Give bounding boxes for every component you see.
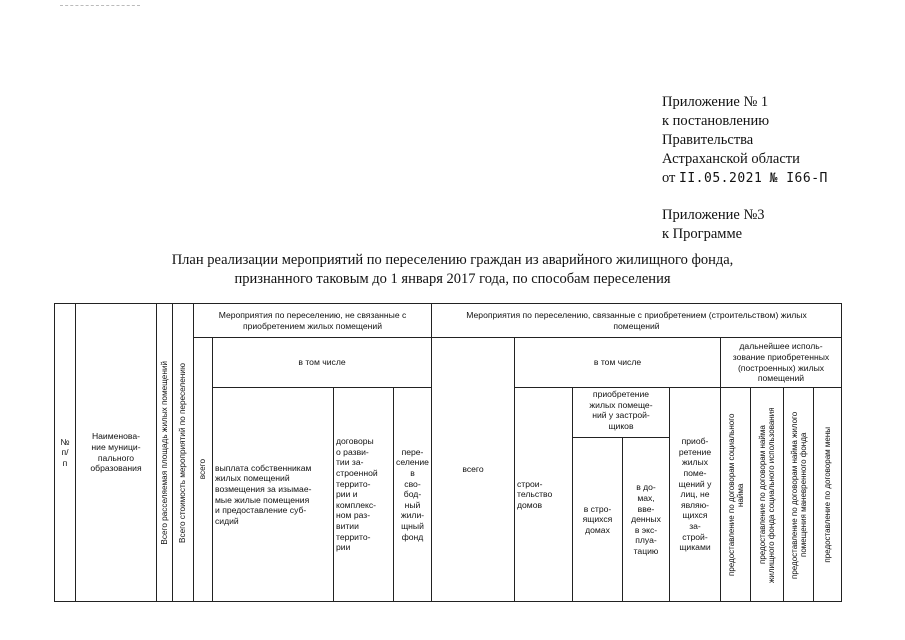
col-header-use-exchange [814, 388, 842, 602]
col-header-cost [173, 304, 194, 602]
col-header-under-construction: в стро- ящихся домах [573, 438, 623, 602]
col-header-from-non-developers: приоб- ретение жилых поме- щений у лиц, не являю- щихся за- строй- щиками [670, 388, 721, 602]
title-line-2: признанного таковым до 1 января 2017 года, по способам переселения [234, 271, 671, 287]
col-header-area-text: Всего расселяемая площадь жилых помещений [159, 360, 169, 545]
col-header-area [157, 304, 173, 602]
col-header-cost-text: Всего стоимость мероприятий по переселению [178, 362, 188, 543]
col-header-payment: выплата собственникам жилых помещений возмещения за изымае- мые жилые помещения и предоставление суб- сидий [213, 388, 334, 602]
subgroup-further-use: дальнейшее исполь- зование приобретенных (построенных) жилых помещений [721, 338, 842, 388]
title-line-1: План реализации мероприятий по переселению граждан из аварийного жилищного фонда, [171, 252, 734, 268]
date-value: II.05.2021 [679, 171, 763, 186]
header-line: Правительства [662, 132, 754, 148]
col-header-free-fund: пере- селение в сво- бод- ный жили- щный фонд [394, 388, 432, 602]
col-header-from-developers: приобретение жилых помеще- ний у застрой- щиков [573, 388, 670, 438]
document-title [0, 251, 905, 289]
subgroup-including-2: в том числе [515, 338, 721, 388]
col-header-use-maneuver [784, 388, 814, 602]
col-header-use-maneuver-text: предоставление по договорам найма жилого помещения маневренного фонда [789, 410, 808, 579]
header-date-line [662, 169, 828, 188]
decree-number: № I66-П [769, 171, 828, 186]
col-header-total-acq: всего [432, 338, 515, 602]
header-line: Приложение № 1 [662, 94, 769, 110]
col-header-commissioned: в до- мах, вве- денных в экс- плуа- тацию [623, 438, 670, 602]
header-line: Астраханской области [662, 151, 800, 167]
plan-table [54, 303, 842, 602]
appendix-line: Приложение №3 [662, 207, 765, 223]
appendix-line: к Программе [662, 226, 743, 242]
col-header-use-social-text: предоставление по договорам социального найма [726, 413, 745, 576]
col-header-construction: строи- тельство домов [515, 388, 573, 602]
col-header-use-exchange-text: предоставление по договорам мены [823, 426, 832, 563]
header-line: к постановлению [662, 113, 770, 129]
col-header-use-social-fund-text: предоставление по договорам найма жилищного фонда социального использования [758, 406, 776, 583]
col-header-use-social-fund [751, 388, 784, 602]
date-prefix: от [662, 170, 676, 186]
col-header-municipality: Наименова- ние муници- пального образования [76, 304, 157, 602]
col-header-number: № п/ п [55, 304, 76, 602]
col-header-total-no-acq [194, 338, 213, 602]
group-header-no-acquisition: Мероприятия по переселению, не связанные с приобретением жилых помещений [194, 304, 432, 338]
scan-artifact [60, 5, 140, 8]
group-header-acquisition: Мероприятия по переселению, связанные с приобретением (строительством) жилых помещений [432, 304, 842, 338]
subgroup-including-1: в том числе [213, 338, 432, 388]
col-header-use-social [721, 388, 751, 602]
appendix-header [662, 93, 828, 244]
col-header-development-contracts: договоры о разви- тии за- строенной террито- рии и комплекс- ном раз- витии террито- рии [334, 388, 394, 602]
col-header-total-no-acq-text: всего [198, 459, 208, 480]
